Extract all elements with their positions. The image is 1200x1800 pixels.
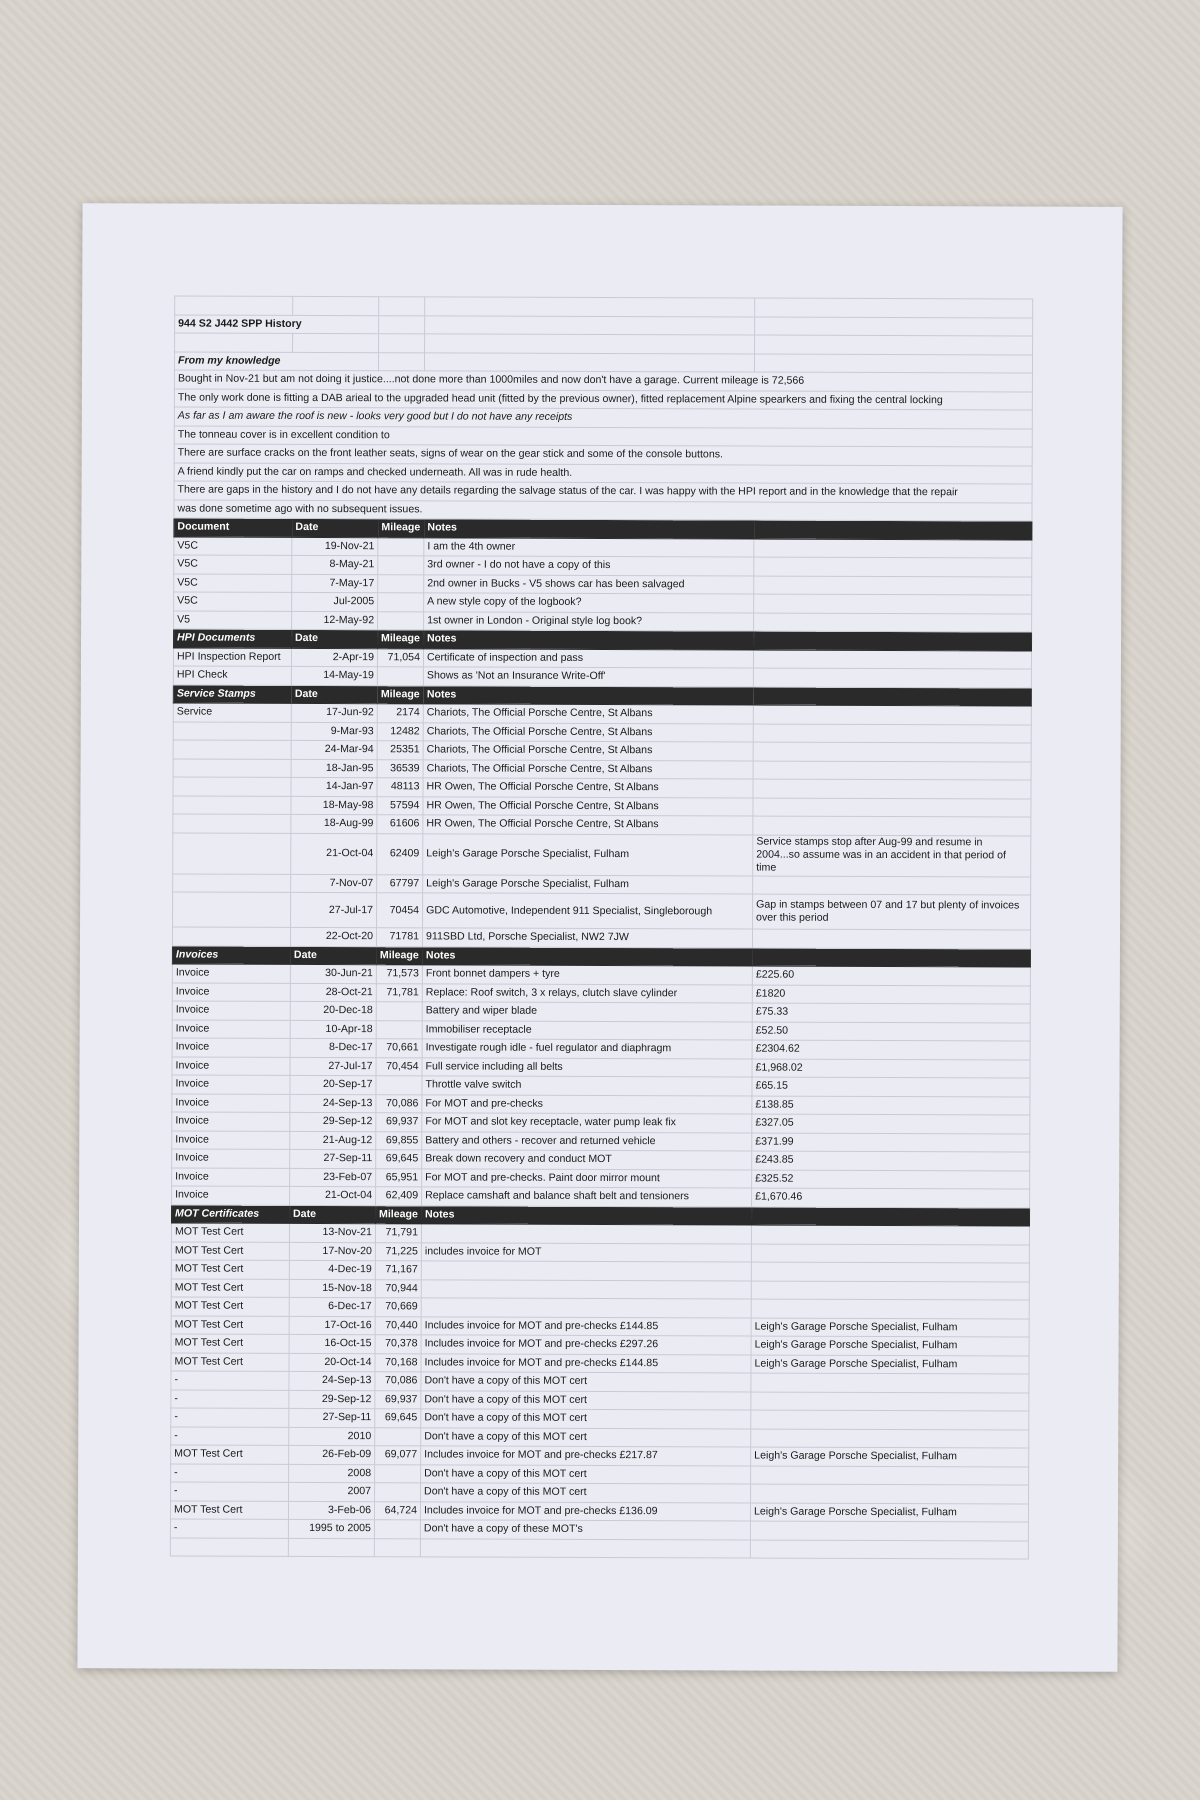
row-date: 27-Jul-17 [291, 892, 377, 927]
row-notes: Don't have a copy of this MOT cert [421, 1390, 751, 1410]
row-notes: Chariots, The Official Porsche Centre, St Albans [423, 759, 753, 779]
row-mileage [376, 1020, 422, 1039]
row-mileage: 70,944 [375, 1279, 421, 1298]
knowledge-line: Bought in Nov-21 but am not doing it justice....not done more than 1000miles and now don't have a garage. Current mileage is 72,566 [174, 370, 1032, 391]
spacer-row [170, 1538, 1028, 1559]
row-blank [754, 576, 1032, 595]
row-date: 21-Aug-12 [290, 1131, 376, 1150]
notes-column-header: Notes [421, 1205, 751, 1225]
row-mileage: 69,937 [375, 1390, 421, 1409]
row-type [173, 796, 291, 815]
row-date: 18-Jan-95 [291, 759, 377, 778]
row-extra: Service stamps stop after Aug-99 and resume in 2004...so assume was in an accident in that period of time [753, 835, 1031, 877]
row-type: MOT Test Cert [171, 1279, 289, 1298]
row-extra [751, 1262, 1029, 1281]
row-mileage [376, 1076, 422, 1095]
row-extra: Leigh's Garage Porsche Specialist, Fulham [750, 1503, 1028, 1522]
row-extra: £1,968.02 [752, 1059, 1030, 1078]
row-mileage: 65,951 [376, 1168, 422, 1187]
row-type: Invoice [172, 1075, 290, 1094]
row-mileage: 67797 [377, 874, 423, 893]
hpi-section-label: HPI Documents [174, 629, 292, 648]
row-mileage [378, 537, 424, 556]
row-date: 17-Jun-92 [291, 703, 377, 722]
row-notes: Includes invoice for MOT and pre-checks £136.09 [420, 1501, 750, 1521]
row-type: Invoice [172, 1057, 290, 1076]
row-mileage: 36539 [377, 759, 423, 778]
knowledge-line: The tonneau cover is in excellent condition to [174, 426, 1032, 447]
row-date: 2010 [289, 1427, 375, 1446]
knowledge-heading: From my knowledge [174, 352, 378, 371]
row-mileage: 71,573 [376, 965, 422, 984]
row-notes: Replace camshaft and balance shaft belt and tensioners [422, 1187, 752, 1207]
row-notes: Leigh's Garage Porsche Specialist, Fulham [423, 874, 753, 894]
row-date: 1995 to 2005 [288, 1519, 374, 1538]
row-extra: £1,670.46 [752, 1188, 1030, 1207]
row-mileage: 62409 [377, 833, 423, 874]
service-stamps-section-label: Service Stamps [173, 685, 291, 704]
row-mileage: 71,167 [375, 1261, 421, 1280]
row-mileage [378, 556, 424, 575]
row-type: MOT Test Cert [171, 1260, 289, 1279]
date-column-header: Date [292, 629, 378, 648]
row-date: 3-Feb-06 [288, 1501, 374, 1520]
row-notes: Don't have a copy of this MOT cert [421, 1483, 751, 1503]
row-notes: HR Owen, The Official Porsche Centre, St Albans [423, 796, 753, 816]
row-date: 24-Mar-94 [291, 740, 377, 759]
row-extra [753, 724, 1031, 743]
row-extra [753, 705, 1031, 724]
row-type: V5 [174, 611, 292, 630]
row-mileage [375, 1483, 421, 1502]
row-extra [751, 1225, 1029, 1244]
row-date: 16-Oct-15 [289, 1334, 375, 1353]
row-date: 2-Apr-19 [291, 648, 377, 667]
notes-column-header: Notes [424, 630, 754, 650]
row-mileage [377, 667, 423, 686]
paper-sheet [77, 203, 1122, 1672]
row-notes: Battery and wiper blade [422, 1002, 752, 1022]
header-blank [754, 631, 1032, 650]
row-extra [753, 742, 1031, 761]
history-table-body [170, 296, 1032, 1559]
row-type [173, 814, 291, 833]
service-stamps-row [173, 892, 1031, 930]
row-extra [753, 876, 1031, 895]
row-mileage [375, 1427, 421, 1446]
row-extra: £225.60 [752, 966, 1030, 985]
mileage-column-header: Mileage [378, 519, 424, 538]
row-blank [754, 539, 1032, 558]
row-date: 22-Oct-20 [290, 927, 376, 946]
row-date: 10-Apr-18 [290, 1020, 376, 1039]
row-mileage: 25351 [377, 741, 423, 760]
row-date: 28-Oct-21 [290, 983, 376, 1002]
notes-column-header: Notes [424, 519, 754, 539]
row-notes: For MOT and slot key receptacle, water pump leak fix [422, 1113, 752, 1133]
row-date: 29-Sep-12 [290, 1112, 376, 1131]
row-extra: Gap in stamps between 07 and 17 but plenty of invoices over this period [753, 894, 1031, 930]
row-mileage: 71781 [376, 928, 422, 947]
row-date: 24-Sep-13 [289, 1371, 375, 1390]
row-date: 27-Sep-11 [289, 1408, 375, 1427]
row-type [173, 892, 291, 927]
row-notes [421, 1224, 751, 1244]
row-date: 4-Dec-19 [289, 1260, 375, 1279]
row-date: 20-Sep-17 [290, 1075, 376, 1094]
row-extra: £325.52 [752, 1170, 1030, 1189]
row-mileage: 71,225 [375, 1242, 421, 1261]
date-column-header: Date [292, 518, 378, 537]
row-notes: Includes invoice for MOT and pre-checks £217.87 [421, 1446, 751, 1466]
row-mileage [376, 1002, 422, 1021]
row-notes: Throttle valve switch [422, 1076, 752, 1096]
row-type [173, 777, 291, 796]
row-extra [751, 1281, 1029, 1300]
row-date: 6-Dec-17 [289, 1297, 375, 1316]
row-blank [753, 668, 1031, 687]
row-date: 20-Oct-14 [289, 1353, 375, 1372]
row-notes: Don't have a copy of these MOT's [420, 1520, 750, 1540]
row-date: 21-Oct-04 [291, 833, 377, 874]
knowledge-line: As far as I am aware the roof is new - looks very good but I do not have any receipts [174, 407, 1032, 428]
row-notes: For MOT and pre-checks [422, 1094, 752, 1114]
row-type: - [171, 1464, 289, 1483]
row-type: - [171, 1482, 289, 1501]
row-type [172, 927, 290, 946]
row-extra: Leigh's Garage Porsche Specialist, Fulham [751, 1318, 1029, 1337]
row-notes: Includes invoice for MOT and pre-checks £144.85 [421, 1316, 751, 1336]
row-mileage [378, 611, 424, 630]
row-date: 18-May-98 [291, 796, 377, 815]
row-extra: £65.15 [752, 1077, 1030, 1096]
mileage-column-header: Mileage [378, 630, 424, 649]
row-extra [751, 1299, 1029, 1318]
row-type [173, 833, 291, 874]
row-extra: Leigh's Garage Porsche Specialist, Fulham [751, 1355, 1029, 1374]
row-date: 2007 [289, 1482, 375, 1501]
row-extra: £52.50 [752, 1022, 1030, 1041]
row-type: Invoice [172, 1186, 290, 1205]
row-date: 17-Nov-20 [289, 1242, 375, 1261]
row-mileage: 70,168 [375, 1353, 421, 1372]
row-extra: £371.99 [752, 1133, 1030, 1152]
row-mileage: 12482 [377, 722, 423, 741]
row-date: 21-Oct-04 [290, 1186, 376, 1205]
row-mileage: 70,669 [375, 1298, 421, 1317]
row-type: MOT Test Cert [171, 1297, 289, 1316]
row-notes: For MOT and pre-checks. Paint door mirror mount [422, 1168, 752, 1188]
mileage-column-header: Mileage [377, 685, 423, 704]
row-extra: Leigh's Garage Porsche Specialist, Fulham [751, 1447, 1029, 1466]
row-notes: HR Owen, The Official Porsche Centre, St Albans [423, 815, 753, 835]
row-extra [753, 779, 1031, 798]
row-type: MOT Test Cert [171, 1445, 289, 1464]
notes-column-header: Notes [423, 685, 753, 705]
row-notes: Battery and others - recover and returned vehicle [422, 1131, 752, 1151]
row-date: 18-Aug-99 [291, 814, 377, 833]
knowledge-line: The only work done is fitting a DAB arieal to the upgraded head unit (fitted by the previous owner), fitted replacement Alpine spearkers and fixing the central locking [174, 389, 1032, 410]
row-notes: Chariots, The Official Porsche Centre, St Albans [423, 704, 753, 724]
row-notes: HR Owen, The Official Porsche Centre, St Albans [423, 778, 753, 798]
row-type: V5C [174, 555, 292, 574]
row-type: Service [173, 703, 291, 722]
row-type: Invoice [172, 1131, 290, 1150]
row-extra: £327.05 [752, 1114, 1030, 1133]
notes-column-header: Notes [422, 946, 752, 966]
header-blank [753, 687, 1031, 706]
row-mileage: 70,440 [375, 1316, 421, 1335]
row-date: 19-Nov-21 [292, 537, 378, 556]
row-type: - [171, 1427, 289, 1446]
row-type: Invoice [172, 1020, 290, 1039]
row-notes: Leigh's Garage Porsche Specialist, Fulham [423, 833, 753, 875]
row-extra [753, 816, 1031, 835]
row-mileage: 70,086 [375, 1372, 421, 1391]
row-notes: Front bonnet dampers + tyre [422, 965, 752, 985]
row-type: Invoice [172, 964, 290, 983]
row-notes: 3rd owner - I do not have a copy of this [424, 556, 754, 576]
row-mileage: 69,855 [376, 1131, 422, 1150]
row-mileage [378, 574, 424, 593]
row-date: 29-Sep-12 [289, 1390, 375, 1409]
row-notes: A new style copy of the logbook? [424, 593, 754, 613]
row-mileage: 70,454 [376, 1057, 422, 1076]
row-type: HPI Inspection Report [173, 648, 291, 667]
row-date: 27-Sep-11 [290, 1149, 376, 1168]
row-notes: includes invoice for MOT [421, 1242, 751, 1262]
row-type: V5C [174, 592, 292, 611]
row-date: 9-Mar-93 [291, 722, 377, 741]
row-date: 2008 [289, 1464, 375, 1483]
documents-section-label: Document [174, 518, 292, 537]
row-extra [751, 1429, 1029, 1448]
row-type: - [171, 1390, 289, 1409]
row-extra: £243.85 [752, 1151, 1030, 1170]
row-date: 30-Jun-21 [290, 964, 376, 983]
row-type: Invoice [172, 1168, 290, 1187]
row-mileage [374, 1520, 420, 1539]
row-notes: Don't have a copy of this MOT cert [421, 1409, 751, 1429]
row-mileage: 2174 [377, 704, 423, 723]
row-extra [751, 1410, 1029, 1429]
row-extra: £138.85 [752, 1096, 1030, 1115]
row-notes: 911SBD Ltd, Porsche Specialist, NW2 7JW [422, 928, 752, 948]
row-type: Invoice [172, 983, 290, 1002]
date-column-header: Date [290, 1205, 376, 1224]
page-title: 944 S2 J442 SPP History [175, 315, 379, 334]
row-notes: Shows as 'Not an Insurance Write-Off' [423, 667, 753, 687]
row-date: Jul-2005 [292, 592, 378, 611]
row-extra: £75.33 [752, 1003, 1030, 1022]
row-mileage: 71,781 [376, 983, 422, 1002]
row-extra [751, 1466, 1029, 1485]
row-type: Invoice [172, 1112, 290, 1131]
row-date: 24-Sep-13 [290, 1094, 376, 1113]
row-mileage: 57594 [377, 796, 423, 815]
row-notes: Investigate rough idle - fuel regulator and diaphragm [422, 1039, 752, 1059]
mileage-column-header: Mileage [375, 1205, 421, 1224]
row-extra [752, 929, 1030, 948]
row-mileage: 69,645 [376, 1150, 422, 1169]
row-date: 20-Dec-18 [290, 1001, 376, 1020]
row-mileage: 48113 [377, 778, 423, 797]
row-extra [753, 798, 1031, 817]
row-extra [751, 1244, 1029, 1263]
row-type: MOT Test Cert [171, 1353, 289, 1372]
row-type: Invoice [172, 1094, 290, 1113]
row-mileage: 70,086 [376, 1094, 422, 1113]
row-date: 7-Nov-07 [291, 874, 377, 893]
row-notes: Full service including all belts [422, 1057, 752, 1077]
row-mileage: 71,054 [377, 648, 423, 667]
row-mileage: 64,724 [374, 1501, 420, 1520]
row-notes: Certificate of inspection and pass [423, 648, 753, 668]
row-mileage: 70454 [377, 893, 423, 928]
row-type: Invoice [172, 1001, 290, 1020]
mileage-column-header: Mileage [376, 946, 422, 965]
row-date: 8-Dec-17 [290, 1038, 376, 1057]
row-mileage: 61606 [377, 815, 423, 834]
row-type: MOT Test Cert [171, 1223, 289, 1242]
row-type [173, 874, 291, 893]
row-extra [751, 1484, 1029, 1503]
row-notes: Immobiliser receptacle [422, 1020, 752, 1040]
row-notes: GDC Automotive, Independent 911 Specialist, Singleborough [423, 893, 753, 929]
row-date: 26-Feb-09 [289, 1445, 375, 1464]
row-notes [421, 1261, 751, 1281]
row-mileage [378, 593, 424, 612]
row-notes: Replace: Roof switch, 3 x relays, clutch slave cylinder [422, 983, 752, 1003]
date-column-header: Date [291, 685, 377, 704]
row-mileage: 69,645 [375, 1409, 421, 1428]
row-type [173, 722, 291, 741]
row-date: 23-Feb-07 [290, 1168, 376, 1187]
row-notes: Don't have a copy of this MOT cert [421, 1372, 751, 1392]
row-type: - [170, 1519, 288, 1538]
row-type: MOT Test Cert [171, 1242, 289, 1261]
row-notes: Chariots, The Official Porsche Centre, St Albans [423, 722, 753, 742]
date-column-header: Date [290, 946, 376, 965]
row-extra [750, 1521, 1028, 1540]
row-blank [754, 594, 1032, 613]
row-type: MOT Test Cert [171, 1334, 289, 1353]
row-type [173, 759, 291, 778]
row-type: V5C [174, 574, 292, 593]
row-date: 8-May-21 [292, 555, 378, 574]
knowledge-line: There are surface cracks on the front leather seats, signs of wear on the gear stick and some of the console buttons. [174, 444, 1032, 465]
row-blank [753, 650, 1031, 669]
row-notes: Includes invoice for MOT and pre-checks £297.26 [421, 1335, 751, 1355]
knowledge-line: was done sometime ago with no subsequent issues. [174, 500, 1032, 521]
row-type: V5C [174, 537, 292, 556]
row-mileage: 62,409 [376, 1187, 422, 1206]
row-type: - [171, 1408, 289, 1427]
knowledge-line: A friend kindly put the car on ramps and checked underneath. All was in rude health. [174, 463, 1032, 484]
row-date: 14-May-19 [291, 666, 377, 685]
row-notes [421, 1279, 751, 1299]
knowledge-line: There are gaps in the history and I do not have any details regarding the salvage status of the car. I was happy with the HPI report and in the knowledge that the repair [174, 481, 1032, 502]
row-date: 27-Jul-17 [290, 1057, 376, 1076]
header-blank [754, 520, 1032, 539]
row-date: 13-Nov-21 [289, 1223, 375, 1242]
row-type: MOT Test Cert [171, 1316, 289, 1335]
header-blank [751, 1207, 1029, 1226]
row-mileage: 71,791 [375, 1224, 421, 1243]
row-notes: Chariots, The Official Porsche Centre, St Albans [423, 741, 753, 761]
row-notes: 2nd owner in Bucks - V5 shows car has been salvaged [424, 574, 754, 594]
row-extra: Leigh's Garage Porsche Specialist, Fulham [751, 1336, 1029, 1355]
history-document [170, 296, 1032, 1560]
row-date: 12-May-92 [292, 611, 378, 630]
row-mileage [375, 1464, 421, 1483]
row-blank [754, 613, 1032, 632]
history-table [170, 296, 1033, 1560]
row-notes: I am the 4th owner [424, 537, 754, 557]
row-blank [754, 557, 1032, 576]
row-notes: Break down recovery and conduct MOT [422, 1150, 752, 1170]
row-extra: £2304.62 [752, 1040, 1030, 1059]
invoices-section-label: Invoices [172, 946, 290, 965]
row-notes: 1st owner in London - Original style log book? [424, 611, 754, 631]
row-type: HPI Check [173, 666, 291, 685]
row-type: Invoice [172, 1038, 290, 1057]
row-mileage: 69,077 [375, 1446, 421, 1465]
row-mileage: 70,661 [376, 1039, 422, 1058]
row-notes: Don't have a copy of this MOT cert [421, 1464, 751, 1484]
row-type: MOT Test Cert [170, 1501, 288, 1520]
row-date: 14-Jan-97 [291, 777, 377, 796]
row-mileage: 70,378 [375, 1335, 421, 1354]
row-notes: Includes invoice for MOT and pre-checks £144.85 [421, 1353, 751, 1373]
row-type: Invoice [172, 1149, 290, 1168]
row-date: 17-Oct-16 [289, 1316, 375, 1335]
row-notes [421, 1298, 751, 1318]
row-extra [753, 761, 1031, 780]
header-blank [752, 948, 1030, 967]
row-mileage: 69,937 [376, 1113, 422, 1132]
row-date: 15-Nov-18 [289, 1279, 375, 1298]
mot-certificates-section-label: MOT Certificates [172, 1205, 290, 1224]
row-type [173, 740, 291, 759]
service-stamps-row [173, 833, 1031, 877]
row-notes: Don't have a copy of this MOT cert [421, 1427, 751, 1447]
row-extra [751, 1373, 1029, 1392]
row-date: 7-May-17 [292, 574, 378, 593]
row-type: - [171, 1371, 289, 1390]
row-extra: £1820 [752, 985, 1030, 1004]
row-extra [751, 1392, 1029, 1411]
